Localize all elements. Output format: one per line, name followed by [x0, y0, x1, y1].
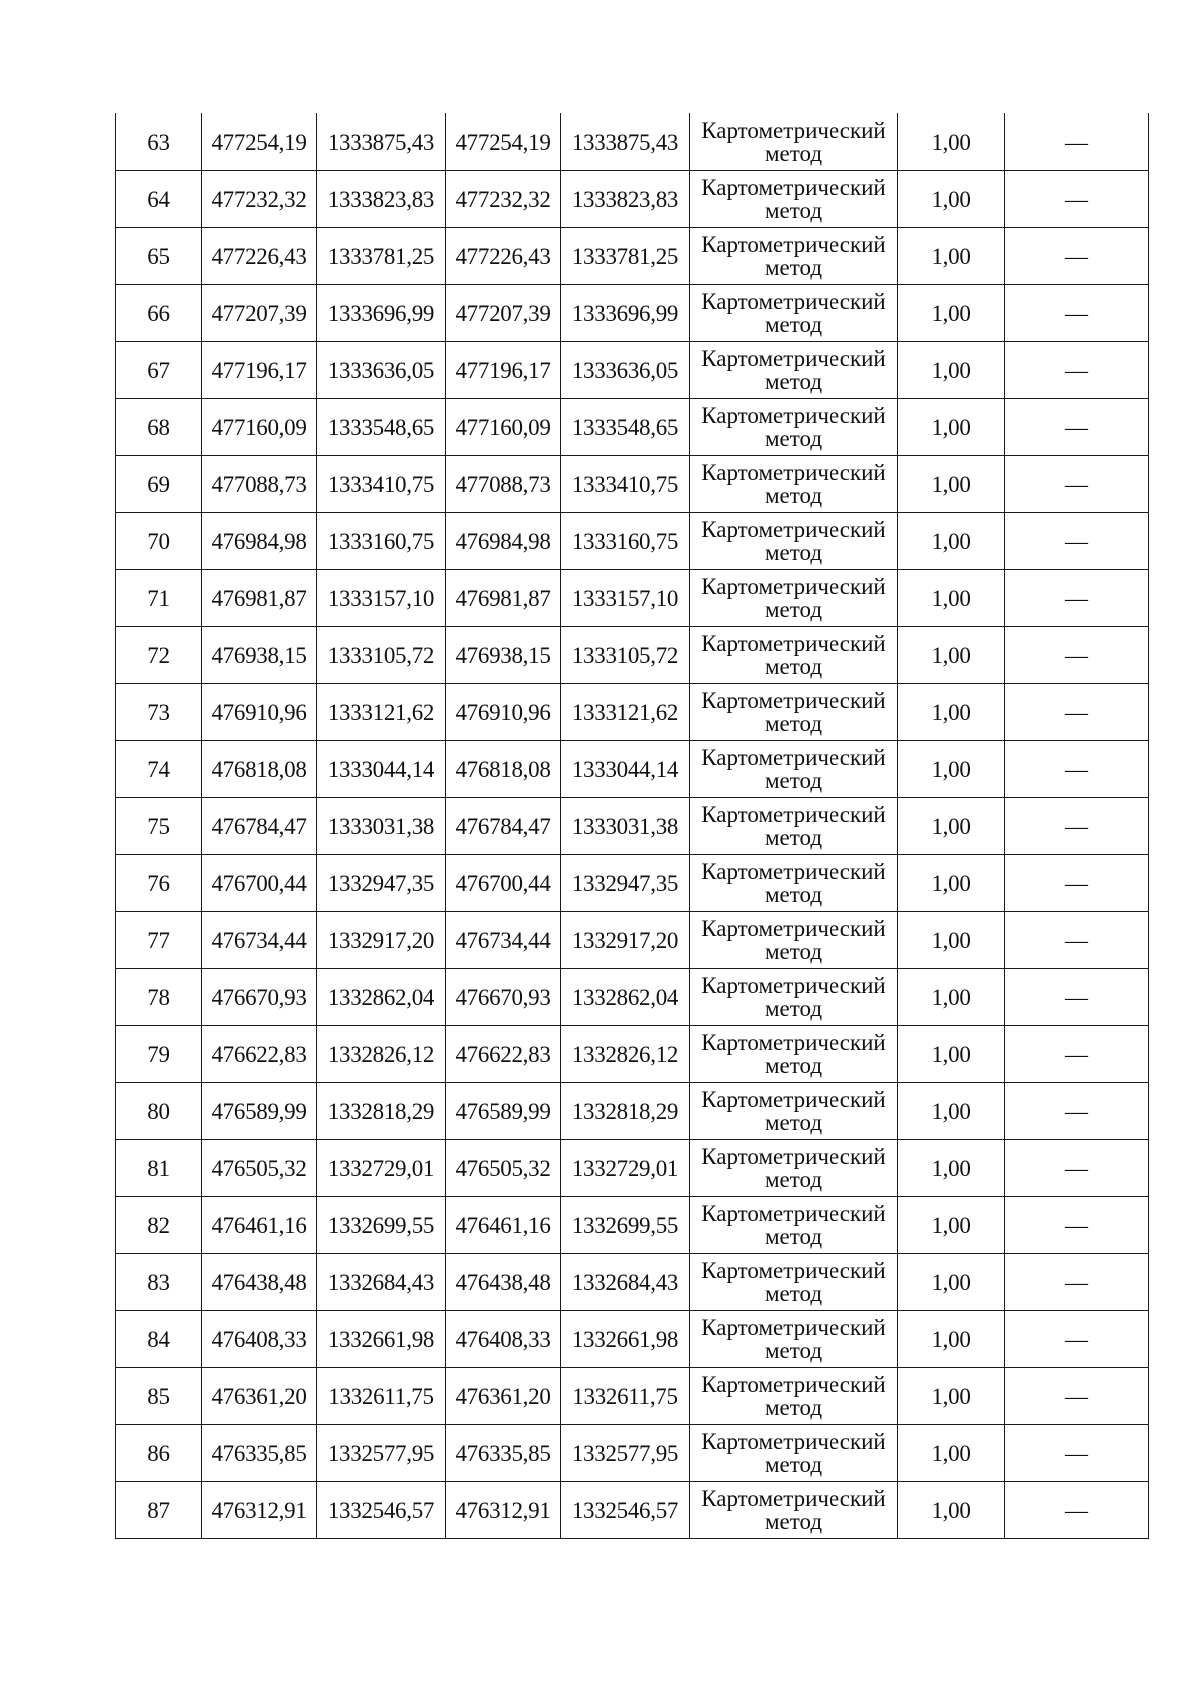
- table-row: [116, 456, 1149, 513]
- method-line-2: метод: [764, 255, 823, 280]
- method-line-1: Картометрический: [701, 1372, 886, 1397]
- description-cell: —: [1005, 285, 1149, 342]
- new-x-cell: 477207,39: [446, 285, 561, 342]
- new-y-cell: 1333160,75: [561, 513, 690, 570]
- method-cell: [690, 684, 898, 741]
- new-y-cell: 1333121,62: [561, 684, 690, 741]
- existing-x-cell: 476622,83: [202, 1026, 317, 1083]
- point-number-cell: 67: [116, 342, 202, 399]
- method-line-1: Картометрический: [701, 802, 886, 827]
- point-number-cell: 80: [116, 1083, 202, 1140]
- table-row: [116, 1197, 1149, 1254]
- accuracy-cell: 1,00: [898, 285, 1005, 342]
- new-x-cell: 476461,16: [446, 1197, 561, 1254]
- existing-y-cell: 1332699,55: [317, 1197, 446, 1254]
- method-cell: [690, 570, 898, 627]
- existing-x-cell: 476312,91: [202, 1482, 317, 1539]
- point-number-cell: 79: [116, 1026, 202, 1083]
- new-y-cell: 1332862,04: [561, 969, 690, 1026]
- existing-y-cell: 1333875,43: [317, 114, 446, 171]
- method-line-1: Картометрический: [701, 859, 886, 884]
- method-line-1: Картометрический: [701, 631, 886, 656]
- existing-x-cell: 476505,32: [202, 1140, 317, 1197]
- description-cell: —: [1005, 1311, 1149, 1368]
- existing-x-cell: 477232,32: [202, 171, 317, 228]
- existing-x-cell: 476910,96: [202, 684, 317, 741]
- description-cell: —: [1005, 1482, 1149, 1539]
- new-x-cell: 476734,44: [446, 912, 561, 969]
- description-cell: —: [1005, 456, 1149, 513]
- existing-y-cell: 1333781,25: [317, 228, 446, 285]
- new-x-cell: 476700,44: [446, 855, 561, 912]
- existing-y-cell: 1333121,62: [317, 684, 446, 741]
- table-row: [116, 684, 1149, 741]
- accuracy-cell: 1,00: [898, 1482, 1005, 1539]
- accuracy-cell: 1,00: [898, 1140, 1005, 1197]
- method-line-2: метод: [764, 1509, 823, 1534]
- table-row: [116, 798, 1149, 855]
- table-row: [116, 627, 1149, 684]
- method-cell: [690, 285, 898, 342]
- method-line-1: Картометрический: [701, 346, 886, 371]
- existing-x-cell: 476408,33: [202, 1311, 317, 1368]
- accuracy-cell: 1,00: [898, 570, 1005, 627]
- new-x-cell: 477160,09: [446, 399, 561, 456]
- accuracy-cell: 1,00: [898, 684, 1005, 741]
- new-x-cell: 477088,73: [446, 456, 561, 513]
- description-cell: —: [1005, 1425, 1149, 1482]
- existing-x-cell: 476335,85: [202, 1425, 317, 1482]
- method-line-1: Картометрический: [701, 403, 886, 428]
- existing-y-cell: 1333548,65: [317, 399, 446, 456]
- point-number-cell: 72: [116, 627, 202, 684]
- point-number-cell: 87: [116, 1482, 202, 1539]
- method-cell: [690, 171, 898, 228]
- method-line-2: метод: [764, 312, 823, 337]
- existing-x-cell: 476670,93: [202, 969, 317, 1026]
- description-cell: —: [1005, 798, 1149, 855]
- existing-y-cell: 1333823,83: [317, 171, 446, 228]
- method-line-1: Картометрический: [701, 1486, 886, 1511]
- existing-x-cell: 476438,48: [202, 1254, 317, 1311]
- method-line-2: метод: [764, 939, 823, 964]
- method-cell: [690, 1197, 898, 1254]
- description-cell: —: [1005, 1197, 1149, 1254]
- method-line-1: Картометрический: [701, 1258, 886, 1283]
- existing-y-cell: 1332577,95: [317, 1425, 446, 1482]
- existing-y-cell: 1333157,10: [317, 570, 446, 627]
- description-cell: —: [1005, 969, 1149, 1026]
- method-cell: [690, 1311, 898, 1368]
- method-line-2: метод: [764, 369, 823, 394]
- method-cell: [690, 228, 898, 285]
- method-cell: [690, 1140, 898, 1197]
- method-line-1: Картометрический: [701, 460, 886, 485]
- method-line-1: Картометрический: [701, 1429, 886, 1454]
- new-y-cell: 1333696,99: [561, 285, 690, 342]
- accuracy-cell: 1,00: [898, 798, 1005, 855]
- method-line-1: Картометрический: [701, 973, 886, 998]
- existing-y-cell: 1333044,14: [317, 741, 446, 798]
- method-cell: [690, 912, 898, 969]
- new-x-cell: 476670,93: [446, 969, 561, 1026]
- new-x-cell: 476622,83: [446, 1026, 561, 1083]
- method-cell: [690, 1254, 898, 1311]
- accuracy-cell: 1,00: [898, 1197, 1005, 1254]
- new-x-cell: 476910,96: [446, 684, 561, 741]
- method-line-2: метод: [764, 1110, 823, 1135]
- new-x-cell: 476408,33: [446, 1311, 561, 1368]
- existing-x-cell: 477160,09: [202, 399, 317, 456]
- method-line-1: Картометрический: [701, 517, 886, 542]
- description-cell: —: [1005, 1083, 1149, 1140]
- method-line-2: метод: [764, 483, 823, 508]
- table-row: [116, 1254, 1149, 1311]
- new-y-cell: 1332917,20: [561, 912, 690, 969]
- existing-y-cell: 1333696,99: [317, 285, 446, 342]
- description-cell: —: [1005, 741, 1149, 798]
- method-line-1: Картометрический: [701, 745, 886, 770]
- method-line-1: Картометрический: [701, 1201, 886, 1226]
- point-number-cell: 71: [116, 570, 202, 627]
- method-line-1: Картометрический: [701, 1087, 886, 1112]
- new-y-cell: 1333548,65: [561, 399, 690, 456]
- table-row: [116, 228, 1149, 285]
- existing-x-cell: 476818,08: [202, 741, 317, 798]
- method-cell: [690, 1083, 898, 1140]
- method-line-2: метод: [764, 540, 823, 565]
- description-cell: —: [1005, 1254, 1149, 1311]
- description-cell: —: [1005, 228, 1149, 285]
- new-x-cell: 476589,99: [446, 1083, 561, 1140]
- method-cell: [690, 1482, 898, 1539]
- method-line-2: метод: [764, 882, 823, 907]
- new-y-cell: 1332684,43: [561, 1254, 690, 1311]
- new-x-cell: 476981,87: [446, 570, 561, 627]
- point-number-cell: 85: [116, 1368, 202, 1425]
- method-line-2: метод: [764, 1053, 823, 1078]
- point-number-cell: 70: [116, 513, 202, 570]
- method-cell: [690, 1425, 898, 1482]
- point-number-cell: 77: [116, 912, 202, 969]
- new-y-cell: 1333636,05: [561, 342, 690, 399]
- accuracy-cell: 1,00: [898, 513, 1005, 570]
- existing-y-cell: 1332917,20: [317, 912, 446, 969]
- new-x-cell: 476938,15: [446, 627, 561, 684]
- new-x-cell: 476438,48: [446, 1254, 561, 1311]
- point-number-cell: 78: [116, 969, 202, 1026]
- method-line-2: метод: [764, 711, 823, 736]
- accuracy-cell: 1,00: [898, 912, 1005, 969]
- table-row: [116, 741, 1149, 798]
- table-row: [116, 912, 1149, 969]
- existing-y-cell: 1333410,75: [317, 456, 446, 513]
- description-cell: —: [1005, 1368, 1149, 1425]
- method-line-1: Картометрический: [701, 1315, 886, 1340]
- existing-x-cell: 476784,47: [202, 798, 317, 855]
- point-number-cell: 84: [116, 1311, 202, 1368]
- table-row: [116, 1311, 1149, 1368]
- new-y-cell: 1332818,29: [561, 1083, 690, 1140]
- method-line-2: метод: [764, 141, 823, 166]
- method-line-2: метод: [764, 996, 823, 1021]
- new-x-cell: 476505,32: [446, 1140, 561, 1197]
- table-row: [116, 1368, 1149, 1425]
- accuracy-cell: 1,00: [898, 969, 1005, 1026]
- existing-y-cell: 1332862,04: [317, 969, 446, 1026]
- method-cell: [690, 513, 898, 570]
- existing-y-cell: 1332818,29: [317, 1083, 446, 1140]
- accuracy-cell: 1,00: [898, 399, 1005, 456]
- existing-y-cell: 1333105,72: [317, 627, 446, 684]
- accuracy-cell: 1,00: [898, 1254, 1005, 1311]
- method-cell: [690, 1026, 898, 1083]
- existing-y-cell: 1332826,12: [317, 1026, 446, 1083]
- existing-y-cell: 1332684,43: [317, 1254, 446, 1311]
- description-cell: —: [1005, 570, 1149, 627]
- point-number-cell: 64: [116, 171, 202, 228]
- new-y-cell: 1333044,14: [561, 741, 690, 798]
- method-cell: [690, 1368, 898, 1425]
- point-number-cell: 66: [116, 285, 202, 342]
- method-line-1: Картометрический: [701, 232, 886, 257]
- new-y-cell: 1332826,12: [561, 1026, 690, 1083]
- method-cell: [690, 741, 898, 798]
- new-y-cell: 1333157,10: [561, 570, 690, 627]
- accuracy-cell: 1,00: [898, 228, 1005, 285]
- method-cell: [690, 798, 898, 855]
- point-number-cell: 76: [116, 855, 202, 912]
- point-number-cell: 69: [116, 456, 202, 513]
- existing-x-cell: 476589,99: [202, 1083, 317, 1140]
- accuracy-cell: 1,00: [898, 1026, 1005, 1083]
- existing-x-cell: 477254,19: [202, 114, 317, 171]
- accuracy-cell: 1,00: [898, 342, 1005, 399]
- method-line-1: Картометрический: [701, 118, 886, 143]
- existing-x-cell: 477196,17: [202, 342, 317, 399]
- point-number-cell: 81: [116, 1140, 202, 1197]
- accuracy-cell: 1,00: [898, 1425, 1005, 1482]
- point-number-cell: 82: [116, 1197, 202, 1254]
- new-x-cell: 477254,19: [446, 114, 561, 171]
- existing-y-cell: 1333160,75: [317, 513, 446, 570]
- new-x-cell: 476984,98: [446, 513, 561, 570]
- description-cell: —: [1005, 399, 1149, 456]
- method-line-1: Картометрический: [701, 916, 886, 941]
- table-row: [116, 342, 1149, 399]
- description-cell: —: [1005, 114, 1149, 171]
- existing-y-cell: 1333031,38: [317, 798, 446, 855]
- method-line-1: Картометрический: [701, 175, 886, 200]
- method-line-2: метод: [764, 654, 823, 679]
- accuracy-cell: 1,00: [898, 171, 1005, 228]
- table-row: [116, 1425, 1149, 1482]
- accuracy-cell: 1,00: [898, 456, 1005, 513]
- method-cell: [690, 456, 898, 513]
- table-row: [116, 570, 1149, 627]
- new-y-cell: 1332729,01: [561, 1140, 690, 1197]
- description-cell: —: [1005, 171, 1149, 228]
- description-cell: —: [1005, 912, 1149, 969]
- table-row: [116, 171, 1149, 228]
- method-line-2: метод: [764, 1338, 823, 1363]
- new-y-cell: 1333031,38: [561, 798, 690, 855]
- existing-x-cell: 476461,16: [202, 1197, 317, 1254]
- existing-x-cell: 476700,44: [202, 855, 317, 912]
- new-y-cell: 1333823,83: [561, 171, 690, 228]
- description-cell: —: [1005, 855, 1149, 912]
- method-line-1: Картометрический: [701, 1144, 886, 1169]
- coordinates-table: [115, 113, 1149, 1539]
- method-line-2: метод: [764, 1224, 823, 1249]
- method-cell: [690, 114, 898, 171]
- existing-x-cell: 476984,98: [202, 513, 317, 570]
- description-cell: —: [1005, 684, 1149, 741]
- table-row: [116, 285, 1149, 342]
- existing-y-cell: 1333636,05: [317, 342, 446, 399]
- point-number-cell: 65: [116, 228, 202, 285]
- new-y-cell: 1333410,75: [561, 456, 690, 513]
- new-y-cell: 1333105,72: [561, 627, 690, 684]
- method-line-2: метод: [764, 768, 823, 793]
- table-row: [116, 1083, 1149, 1140]
- method-line-1: Картометрический: [701, 289, 886, 314]
- method-line-1: Картометрический: [701, 574, 886, 599]
- accuracy-cell: 1,00: [898, 1368, 1005, 1425]
- description-cell: —: [1005, 1140, 1149, 1197]
- method-line-2: метод: [764, 1395, 823, 1420]
- existing-y-cell: 1332611,75: [317, 1368, 446, 1425]
- existing-x-cell: 476361,20: [202, 1368, 317, 1425]
- table-body: [116, 114, 1149, 1539]
- existing-x-cell: 477088,73: [202, 456, 317, 513]
- method-line-2: метод: [764, 1167, 823, 1192]
- existing-y-cell: 1332729,01: [317, 1140, 446, 1197]
- point-number-cell: 75: [116, 798, 202, 855]
- existing-y-cell: 1332546,57: [317, 1482, 446, 1539]
- table-row: [116, 399, 1149, 456]
- point-number-cell: 83: [116, 1254, 202, 1311]
- existing-x-cell: 476981,87: [202, 570, 317, 627]
- table-row: [116, 1140, 1149, 1197]
- existing-x-cell: 477207,39: [202, 285, 317, 342]
- existing-y-cell: 1332661,98: [317, 1311, 446, 1368]
- method-line-1: Картометрический: [701, 688, 886, 713]
- accuracy-cell: 1,00: [898, 1311, 1005, 1368]
- method-cell: [690, 399, 898, 456]
- point-number-cell: 68: [116, 399, 202, 456]
- method-cell: [690, 342, 898, 399]
- new-y-cell: 1332699,55: [561, 1197, 690, 1254]
- table-row: [116, 1482, 1149, 1539]
- description-cell: —: [1005, 1026, 1149, 1083]
- existing-x-cell: 476734,44: [202, 912, 317, 969]
- method-cell: [690, 627, 898, 684]
- new-x-cell: 476335,85: [446, 1425, 561, 1482]
- new-x-cell: 477196,17: [446, 342, 561, 399]
- table-row: [116, 114, 1149, 171]
- point-number-cell: 73: [116, 684, 202, 741]
- new-y-cell: 1332611,75: [561, 1368, 690, 1425]
- method-line-2: метод: [764, 426, 823, 451]
- accuracy-cell: 1,00: [898, 1083, 1005, 1140]
- accuracy-cell: 1,00: [898, 741, 1005, 798]
- new-x-cell: 476312,91: [446, 1482, 561, 1539]
- new-y-cell: 1332546,57: [561, 1482, 690, 1539]
- new-x-cell: 477226,43: [446, 228, 561, 285]
- table-row: [116, 969, 1149, 1026]
- table-row: [116, 1026, 1149, 1083]
- table-row: [116, 855, 1149, 912]
- existing-x-cell: 477226,43: [202, 228, 317, 285]
- new-y-cell: 1333875,43: [561, 114, 690, 171]
- point-number-cell: 74: [116, 741, 202, 798]
- new-x-cell: 476784,47: [446, 798, 561, 855]
- method-cell: [690, 855, 898, 912]
- method-line-2: метод: [764, 1452, 823, 1477]
- method-cell: [690, 969, 898, 1026]
- new-x-cell: 476361,20: [446, 1368, 561, 1425]
- description-cell: —: [1005, 342, 1149, 399]
- description-cell: —: [1005, 627, 1149, 684]
- existing-y-cell: 1332947,35: [317, 855, 446, 912]
- method-line-2: метод: [764, 597, 823, 622]
- existing-x-cell: 476938,15: [202, 627, 317, 684]
- new-y-cell: 1332947,35: [561, 855, 690, 912]
- method-line-2: метод: [764, 825, 823, 850]
- point-number-cell: 86: [116, 1425, 202, 1482]
- accuracy-cell: 1,00: [898, 114, 1005, 171]
- new-y-cell: 1333781,25: [561, 228, 690, 285]
- new-y-cell: 1332577,95: [561, 1425, 690, 1482]
- accuracy-cell: 1,00: [898, 627, 1005, 684]
- method-line-2: метод: [764, 198, 823, 223]
- method-line-1: Картометрический: [701, 1030, 886, 1055]
- method-line-2: метод: [764, 1281, 823, 1306]
- new-y-cell: 1332661,98: [561, 1311, 690, 1368]
- table-row: [116, 513, 1149, 570]
- accuracy-cell: 1,00: [898, 855, 1005, 912]
- new-x-cell: 477232,32: [446, 171, 561, 228]
- new-x-cell: 476818,08: [446, 741, 561, 798]
- point-number-cell: 63: [116, 114, 202, 171]
- description-cell: —: [1005, 513, 1149, 570]
